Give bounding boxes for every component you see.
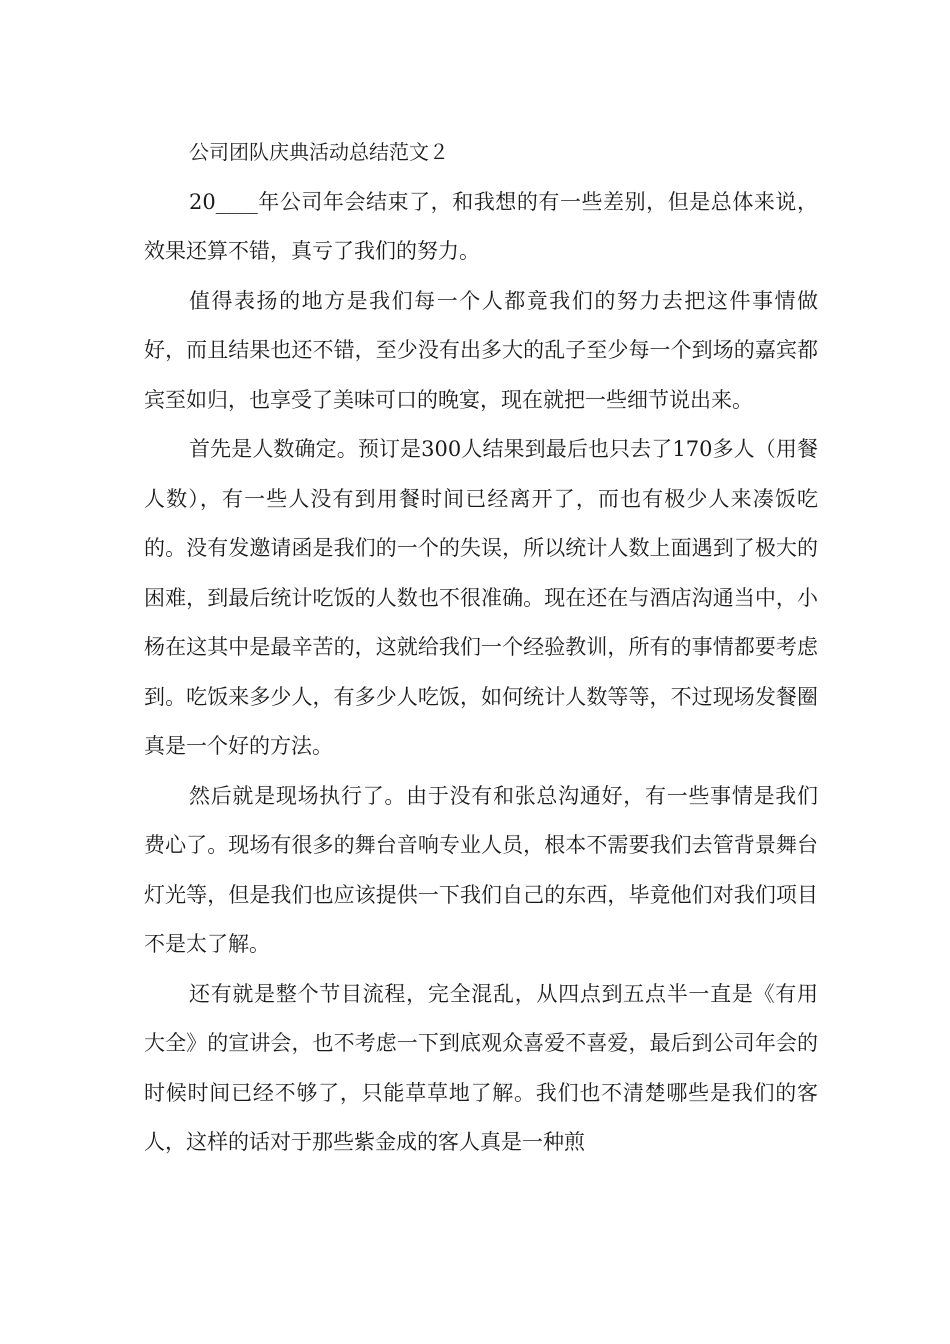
paragraph-2: 值得表扬的地方是我们每一个人都竟我们的努力去把这件事情做好，而且结果也还不错，至少没有出多大的乱子至少每一个到场的嘉宾都宾至如归，也享受了美味可口的晚宴，现在就把一些细节说出来。 [144,288,818,412]
paragraph-4: 然后就是现场执行了。由于没有和张总沟通好，有一些事情是我们费心了。现场有很多的舞台音响专业人员，根本不需要我们去管背景舞台灯光等，但是我们也应该提供一下我们自己的东西，毕竟他们对我们项目不是太了解。 [144,783,818,956]
document-title: 公司团队庆典活动总结范文２ [189,140,449,164]
paragraph-5: 还有就是整个节目流程，完全混乱，从四点到五点半一直是《有用大全》的宣讲会，也不考虑一下到底观众喜爱不喜爱，最后到公司年会的时候时间已经不够了，只能草草地了解。我们也不清楚哪些是我们的客人，这样的话对于那些紫金成的客人真是一种煎 [144,981,818,1154]
document-body [144,128,818,1168]
paragraph-3: 首先是人数确定。预订是300人结果到最后也只去了170多人（用餐人数），有一些人没有到用餐时间已经离开了，而也有极少人来凑饭吃的。没有发邀请函是我们的一个的失误，所以统计人数上面遇到了极大的困难，到最后统计吃饭的人数也不很准确。现在还在与酒店沟通当中，小杨在这其中是最辛苦的，这就给我们一个经验教训，所有的事情都要考虑到。吃饭来多少人，有多少人吃饭，如何统计人数等等，不过现场发餐圈真是一个好的方法。 [144,437,818,758]
paragraph-1: 20____年公司年会结束了，和我想的有一些差别，但是总体来说，效果还算不错，真亏了我们的努力。 [144,189,818,263]
